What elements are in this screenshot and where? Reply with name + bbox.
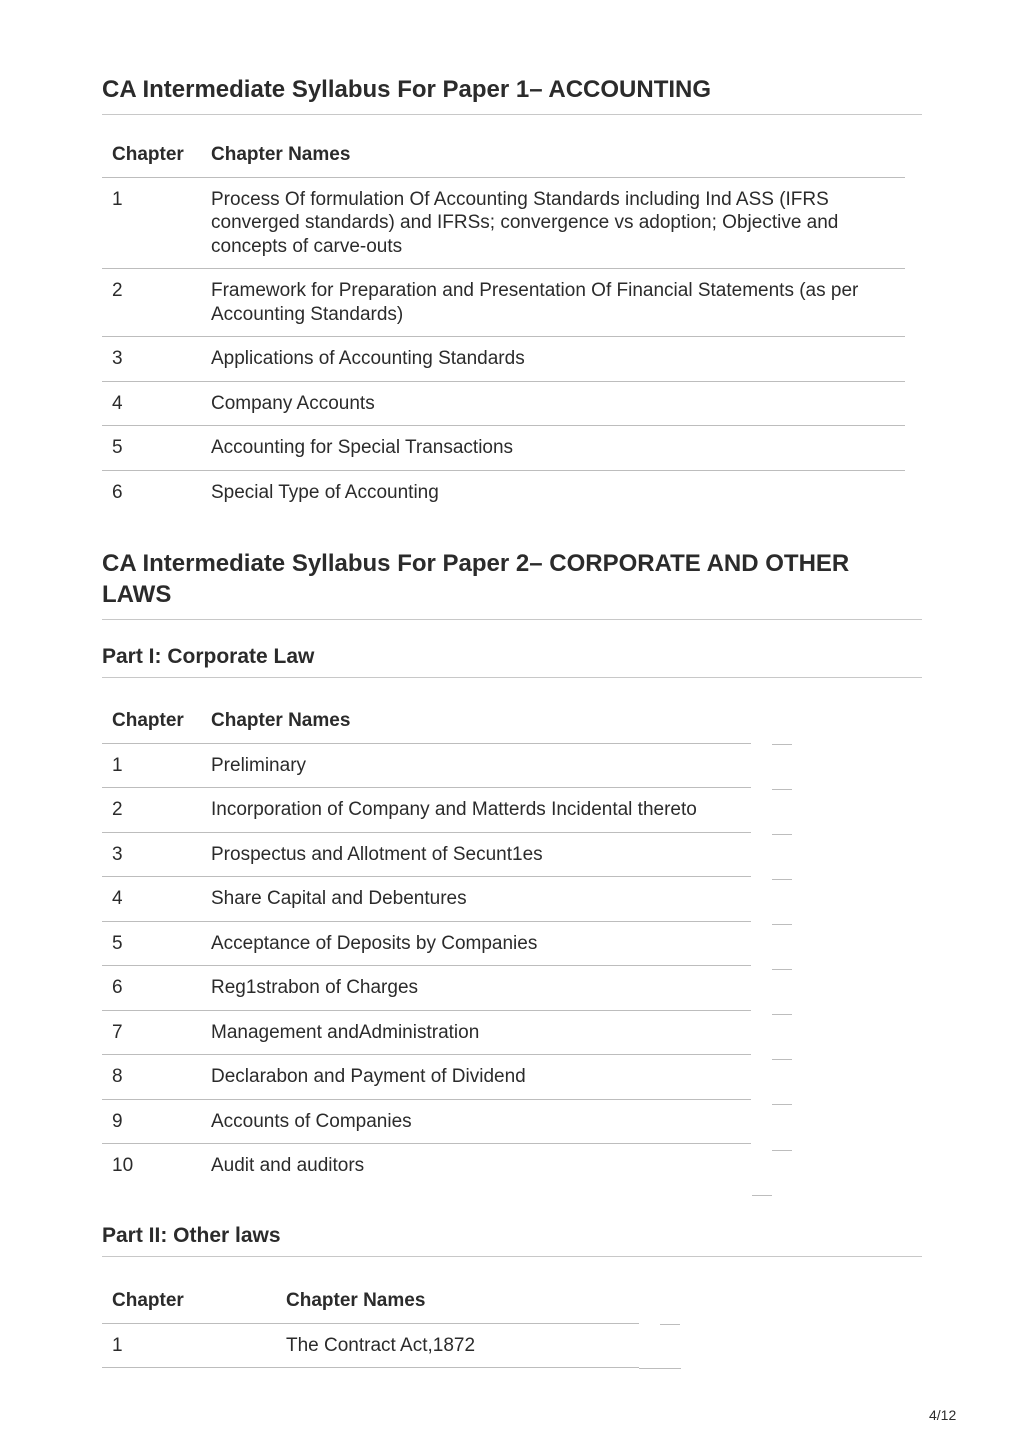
subsection-title-other-laws: Part II: Other laws xyxy=(102,1223,922,1257)
chapter-name: Audit and auditors xyxy=(211,1155,365,1176)
chapter-name: Incorporation of Company and Matterds Incidental thereto xyxy=(201,788,751,833)
chapter-name: Special Type of Accounting xyxy=(211,481,439,503)
table-row xyxy=(102,381,905,426)
table-rule-fragment xyxy=(660,1324,680,1325)
table-rule-fragment xyxy=(752,1195,772,1196)
page-number: 4/12 xyxy=(929,1407,957,1423)
column-header-chapter: Chapter xyxy=(102,699,201,743)
chapter-name: Prospectus and Allotment of Secunt1es xyxy=(201,832,751,877)
table-header-row xyxy=(102,699,751,743)
table-row xyxy=(102,1323,639,1368)
table-rule-fragment xyxy=(772,1059,792,1060)
chapter-number: 1 xyxy=(102,1323,276,1368)
subsection-title-corporate-law: Part I: Corporate Law xyxy=(102,644,922,678)
chapter-name: Process Of formulation Of Accounting Standards including Ind ASS (IFRS converged standards) and IFRSs; convergence vs adoption; Objective and concepts of carve-outs xyxy=(201,177,905,269)
table-rule-fragment xyxy=(772,969,792,970)
corporate-law-table xyxy=(102,699,751,1188)
chapter-name: Accounts of Companies xyxy=(201,1099,751,1144)
chapter-name: Share Capital and Debentures xyxy=(201,877,751,922)
table-row xyxy=(102,877,751,922)
table-row xyxy=(102,269,905,337)
chapter-name: Framework for Preparation and Presentation Of Financial Statements (as per Accounting Standards) xyxy=(201,269,905,337)
chapter-name: Applications of Accounting Standards xyxy=(201,337,905,382)
table-rule-fragment xyxy=(772,1150,792,1151)
section-title-accounting: CA Intermediate Syllabus For Paper 1– ACCOUNTING xyxy=(102,74,922,115)
table-row xyxy=(102,470,905,514)
table-rule-fragment xyxy=(639,1368,681,1369)
table-row xyxy=(102,921,751,966)
table-row xyxy=(102,1099,751,1144)
table-header-row xyxy=(102,133,905,177)
table-row xyxy=(102,788,751,833)
table-row xyxy=(102,966,751,1011)
chapter-number: 10 xyxy=(112,1155,134,1176)
chapter-name: Reg1strabon of Charges xyxy=(201,966,751,1011)
table-rule-fragment xyxy=(772,744,792,745)
table-row xyxy=(102,1055,751,1100)
chapter-name: Management andAdministration xyxy=(201,1010,751,1055)
table-row xyxy=(102,743,751,788)
chapter-number: 8 xyxy=(102,1055,201,1100)
chapter-number: 1 xyxy=(102,177,201,269)
chapter-name: Preliminary xyxy=(201,743,751,788)
chapter-number: 4 xyxy=(102,877,201,922)
chapter-number: 2 xyxy=(102,788,201,833)
table-row xyxy=(102,1144,751,1188)
chapter-number: 6 xyxy=(102,966,201,1011)
table-rule-fragment xyxy=(772,1104,792,1105)
chapter-number: 6 xyxy=(112,481,123,503)
table-rule-fragment xyxy=(772,789,792,790)
column-header-chapter-names: Chapter Names xyxy=(201,699,751,743)
table-row xyxy=(102,1010,751,1055)
chapter-number: 1 xyxy=(102,743,201,788)
chapter-number: 5 xyxy=(102,921,201,966)
chapter-number: 4 xyxy=(102,381,201,426)
chapter-name: Declarabon and Payment of Dividend xyxy=(201,1055,751,1100)
chapter-number: 5 xyxy=(102,426,201,471)
table-row xyxy=(102,832,751,877)
section-title-corporate-laws: CA Intermediate Syllabus For Paper 2– CORPORATE AND OTHER LAWS xyxy=(102,548,922,620)
chapter-number: 9 xyxy=(102,1099,201,1144)
table-rule-fragment xyxy=(772,1014,792,1015)
table-rule-fragment xyxy=(772,879,792,880)
chapter-number: 3 xyxy=(102,832,201,877)
chapter-name: Acceptance of Deposits by Companies xyxy=(201,921,751,966)
table-rule-fragment xyxy=(772,834,792,835)
chapter-name: Accounting for Special Transactions xyxy=(201,426,905,471)
table-row xyxy=(102,177,905,269)
table-header-row xyxy=(102,1279,639,1323)
chapter-number: 3 xyxy=(102,337,201,382)
chapter-name: Company Accounts xyxy=(201,381,905,426)
chapter-number: 2 xyxy=(102,269,201,337)
other-laws-table xyxy=(102,1279,639,1368)
chapter-name: The Contract Act,1872 xyxy=(276,1323,639,1368)
table-rule-fragment xyxy=(772,924,792,925)
chapter-number: 7 xyxy=(102,1010,201,1055)
table-row xyxy=(102,426,905,471)
column-header-chapter: Chapter xyxy=(102,1279,276,1323)
column-header-chapter: Chapter xyxy=(102,133,201,177)
accounting-table xyxy=(102,133,905,514)
column-header-chapter-names: Chapter Names xyxy=(201,133,905,177)
table-row xyxy=(102,337,905,382)
column-header-chapter-names: Chapter Names xyxy=(276,1279,639,1323)
